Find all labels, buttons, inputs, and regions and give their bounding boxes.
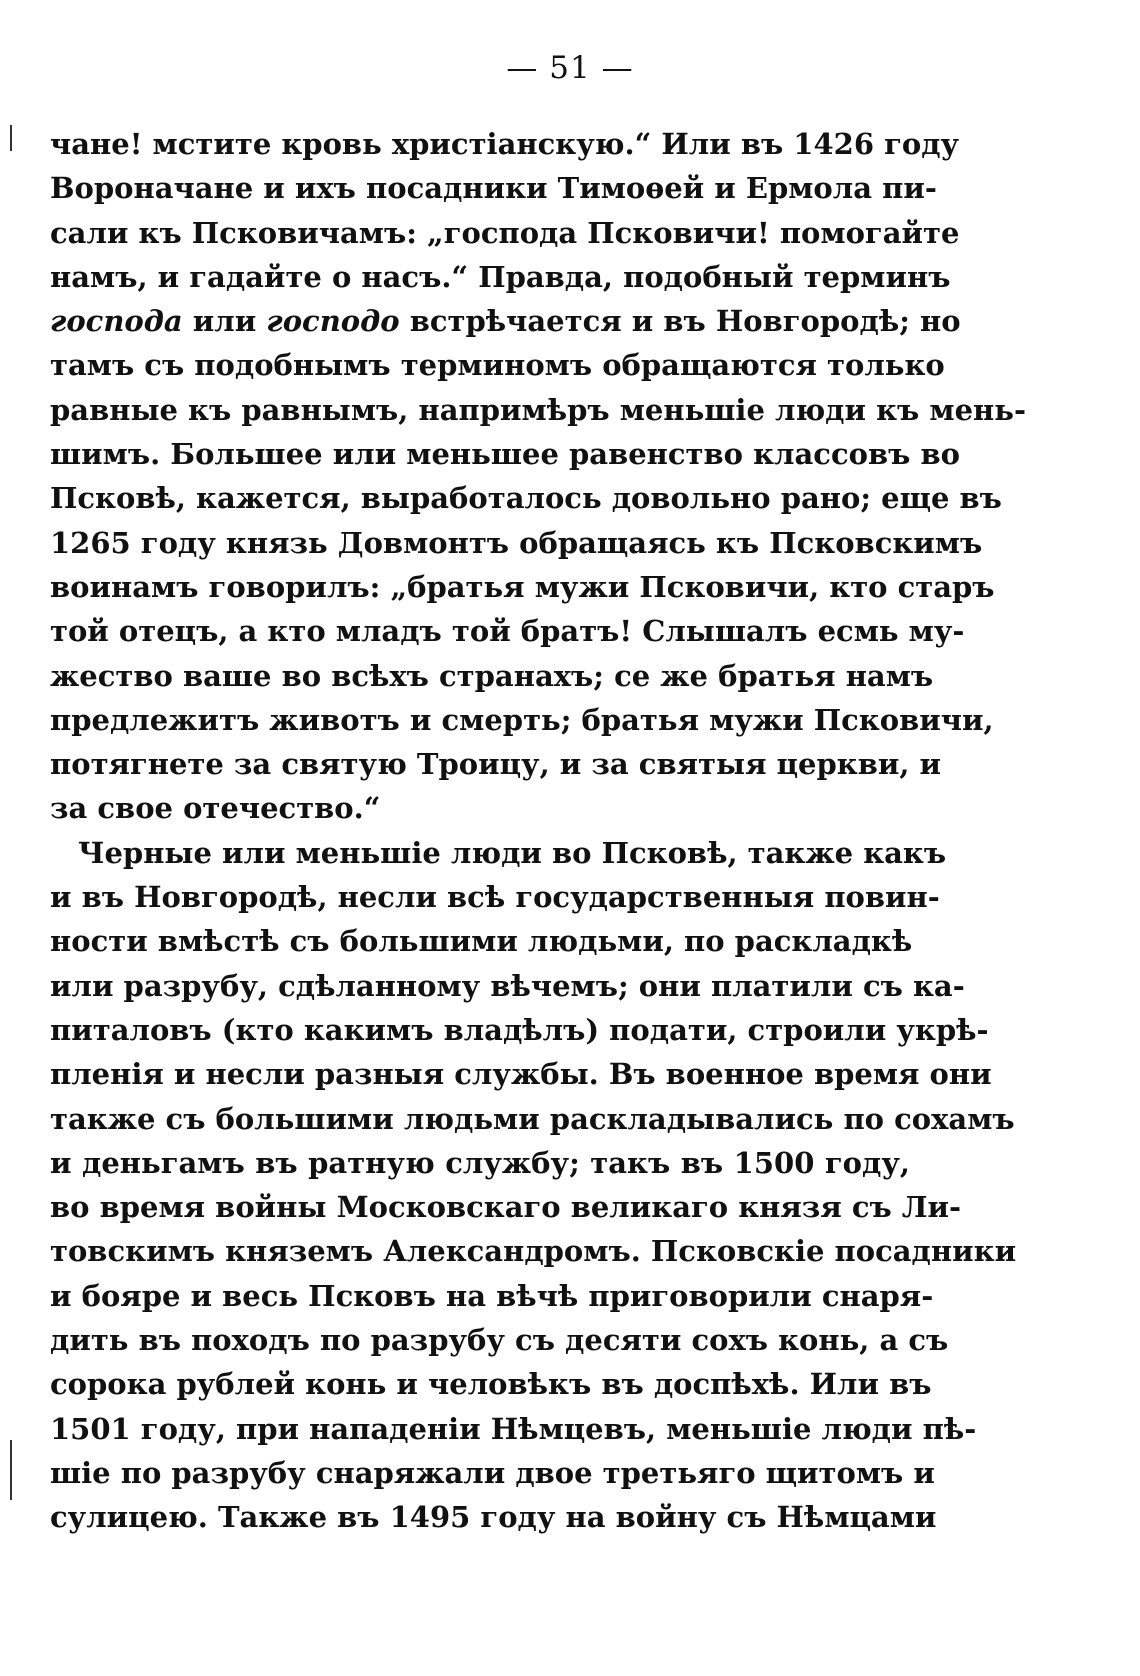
text-line: или разрубу, сдѣланному вѣчемъ; они платили съ ка- (50, 968, 965, 1003)
text-line: во время войны Московскаго великаго князя съ Ли- (50, 1190, 962, 1225)
text-line: товскимъ княземъ Александромъ. Псковскіе посадники (50, 1234, 1017, 1269)
text-line: также съ большими людьми раскладывались по сохамъ (50, 1101, 1015, 1136)
text-line: Псковѣ, кажется, выработалось довольно рано; еще въ (50, 481, 1002, 516)
text-line: и деньгамъ въ ратную службу; такъ въ 1500 году, (50, 1145, 910, 1180)
margin-mark (10, 1440, 12, 1500)
text-line: дить въ походъ по разрубу съ десяти сохъ конь, а съ (50, 1323, 949, 1358)
text-line: намъ, и гадайте о насъ.“ Правда, подобный терминъ (50, 259, 951, 294)
text-line: господа или господо встрѣчается и въ Новгородѣ; но (50, 304, 961, 339)
paragraph (50, 831, 1017, 1540)
text-line: чане! мстите кровь христіанскую.“ Или въ 1426 году (50, 127, 960, 161)
text-line: 1501 году, при нападеніи Нѣмцевъ, меньшіе люди пѣ- (50, 1411, 977, 1446)
text-line: шимъ. Большее или меньшее равенство классовъ во (50, 437, 960, 472)
margin-mark (10, 125, 12, 151)
text-line: за свое отечество.“ (50, 791, 381, 826)
text-line: и въ Новгородѣ, несли всѣ государственныя повин- (50, 880, 940, 915)
page-number: — 51 — (506, 50, 634, 86)
text-line: жество ваше во всѣхъ странахъ; се же братья намъ (50, 658, 934, 693)
text-line: потягнете за святую Троицу, и за святыя церкви, и (50, 747, 942, 782)
text-line: сали къ Псковичамъ: „господа Псковичи! помогайте (50, 215, 960, 250)
text-line: сорока рублей конь и человѣкъ въ доспѣхѣ. Или въ (50, 1367, 932, 1402)
text-line: шіе по разрубу снаряжали двое третьяго щитомъ и (50, 1455, 935, 1490)
text-line: тамъ съ подобнымъ терминомъ обращаются только (50, 348, 945, 383)
text-line: равные къ равнымъ, напримѣръ меньшіе люди къ мень- (50, 392, 1026, 427)
paragraph (50, 122, 1026, 831)
text-line: питаловъ (кто какимъ владѣлъ) подати, строили укрѣ- (50, 1012, 989, 1047)
text-line: сулицею. Также въ 1495 году на войну съ Нѣмцами (50, 1500, 937, 1535)
text-line: пленія и несли разныя службы. Въ военное время они (50, 1057, 992, 1092)
text-line: ности вмѣстѣ съ большими людьми, по раскладкѣ (50, 924, 913, 959)
text-line: Черные или меньшіе люди во Псковѣ, также какъ (78, 835, 947, 870)
text-line: и бояре и весь Псковъ на вѣчѣ приговорили снаря- (50, 1278, 934, 1313)
body-text (50, 122, 1026, 1540)
text-line: предлежитъ животъ и смерть; братья мужи Псковичи, (50, 702, 994, 737)
text-line: 1265 году князь Довмонтъ обращаясь къ Псковскимъ (50, 525, 983, 560)
text-line: Вороначане и ихъ посадники Тимоѳей и Ермола пи- (50, 171, 937, 206)
text-line: воинамъ говорилъ: „братья мужи Псковичи, кто старъ (50, 569, 995, 604)
text-line: той отецъ, а кто младъ той братъ! Слышалъ есмь му- (50, 614, 965, 649)
